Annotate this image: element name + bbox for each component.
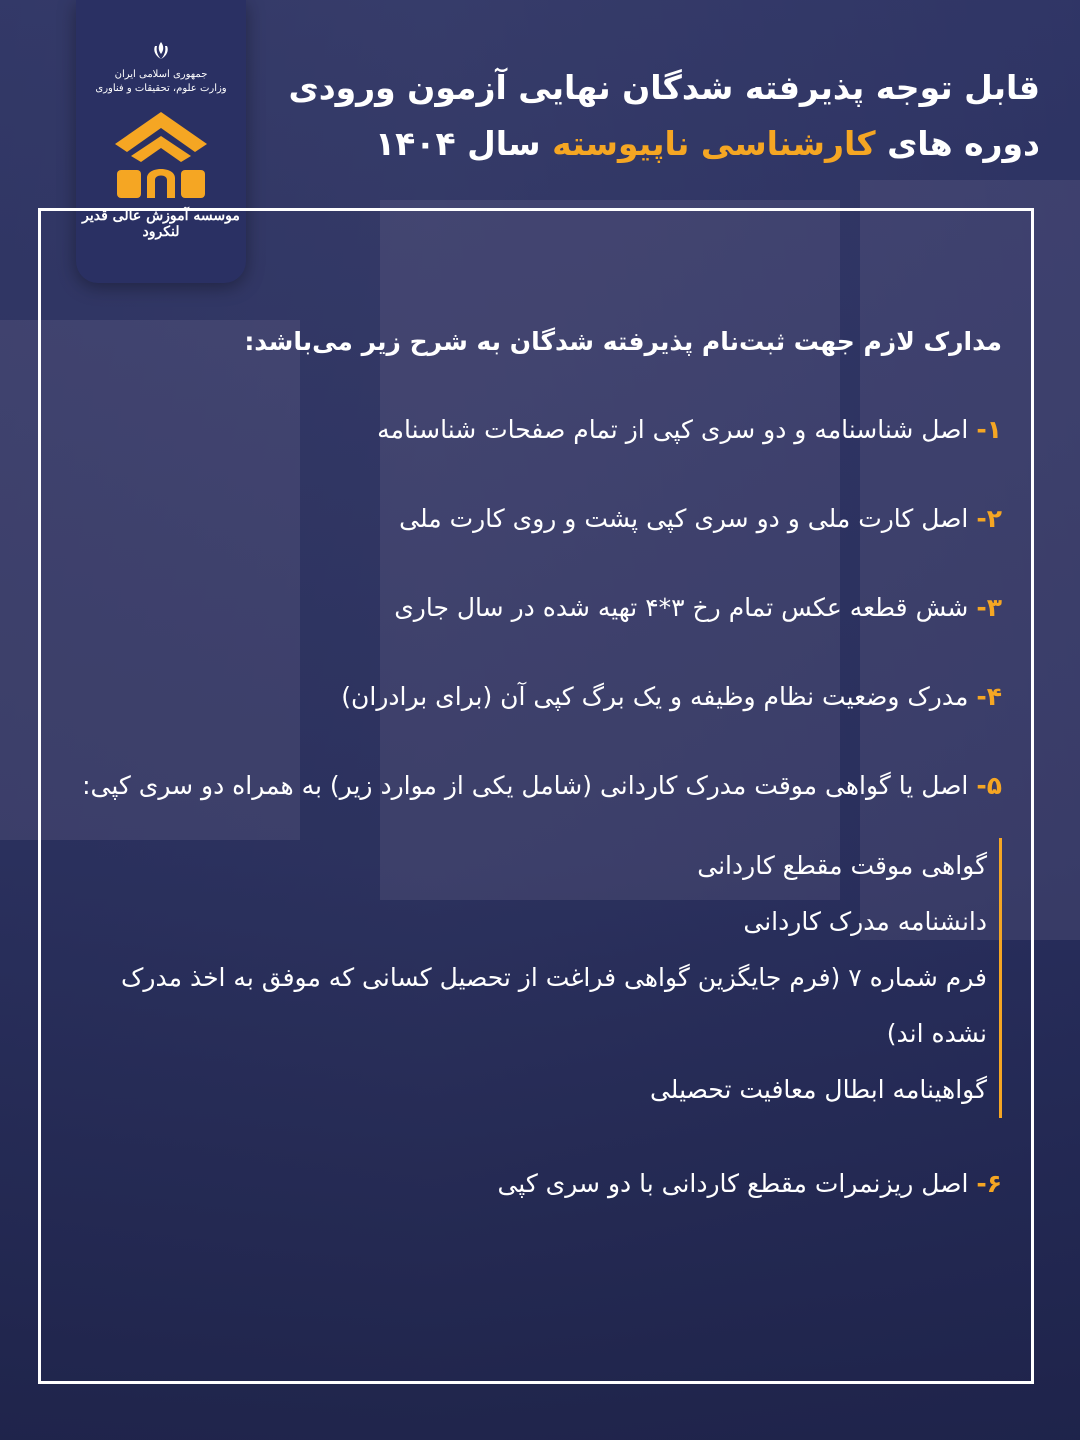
sub-list-item: گواهی موقت مقطع کاردانی <box>697 851 987 880</box>
sub-list <box>70 838 1002 1118</box>
title-highlight: کارشناسی ناپیوسته <box>552 124 876 163</box>
item-number: ۱- <box>976 415 1002 444</box>
item-text: مدرک وضعیت نظام وظیفه و یک برگ کپی آن (برای برادران) <box>341 682 969 711</box>
item-number: ۲- <box>976 504 1002 533</box>
item-number: ۶- <box>976 1169 1002 1198</box>
institute-name: موسسه آموزش عالی قدیر لنکرود <box>82 208 240 240</box>
sub-list-item: گواهینامه ابطال معافیت تحصیلی <box>649 1075 987 1104</box>
list-item <box>70 586 1002 630</box>
ministry-label <box>95 68 226 96</box>
intro-text: مدارک لازم جهت ثبت‌نام پذیرفته شدگان به شرح زیر می‌باشد: <box>244 327 1002 356</box>
requirements-list <box>70 320 1002 1251</box>
institute-logo-icon <box>111 110 211 202</box>
list-item <box>70 675 1002 719</box>
item-text: اصل کارت ملی و دو سری کپی پشت و روی کارت ملی <box>399 504 969 533</box>
ministry-line1: جمهوری اسلامی ایران <box>114 69 208 80</box>
item-text: شش قطعه عکس تمام رخ ۳*۴ تهیه شده در سال جاری <box>394 593 969 622</box>
sub-list-item: فرم شماره ۷ (فرم جایگزین گواهی فراغت از تحصیل کسانی که موفق به اخذ مدرک نشده اند) <box>121 963 987 1048</box>
item-number: ۵- <box>976 771 1002 800</box>
item-number: ۳- <box>976 593 1002 622</box>
list-item <box>70 1162 1002 1206</box>
list-item <box>70 497 1002 541</box>
list-item <box>70 408 1002 452</box>
title-line2-pre: دوره های <box>887 124 1040 163</box>
title-line1: قابل توجه پذیرفته شدگان نهایی آزمون ورودی <box>288 68 1040 107</box>
iran-emblem-icon <box>150 40 172 62</box>
sub-list-item: دانشنامه مدرک کاردانی <box>743 907 987 936</box>
title-line2 <box>280 116 1040 172</box>
item-text: اصل یا گواهی موقت مدرک کاردانی (شامل یکی از موارد زیر) به همراه دو سری کپی: <box>82 771 969 800</box>
item-number: ۴- <box>976 682 1002 711</box>
ministry-line2: وزارت علوم، تحقیقات و فناوری <box>95 83 227 94</box>
page-title <box>280 60 1040 172</box>
item-text: اصل ریزنمرات مقطع کاردانی با دو سری کپی <box>497 1169 969 1198</box>
list-item <box>70 764 1002 808</box>
title-line2-post: سال ۱۴۰۴ <box>375 124 541 163</box>
item-text: اصل شناسنامه و دو سری کپی از تمام صفحات شناسنامه <box>377 415 969 444</box>
